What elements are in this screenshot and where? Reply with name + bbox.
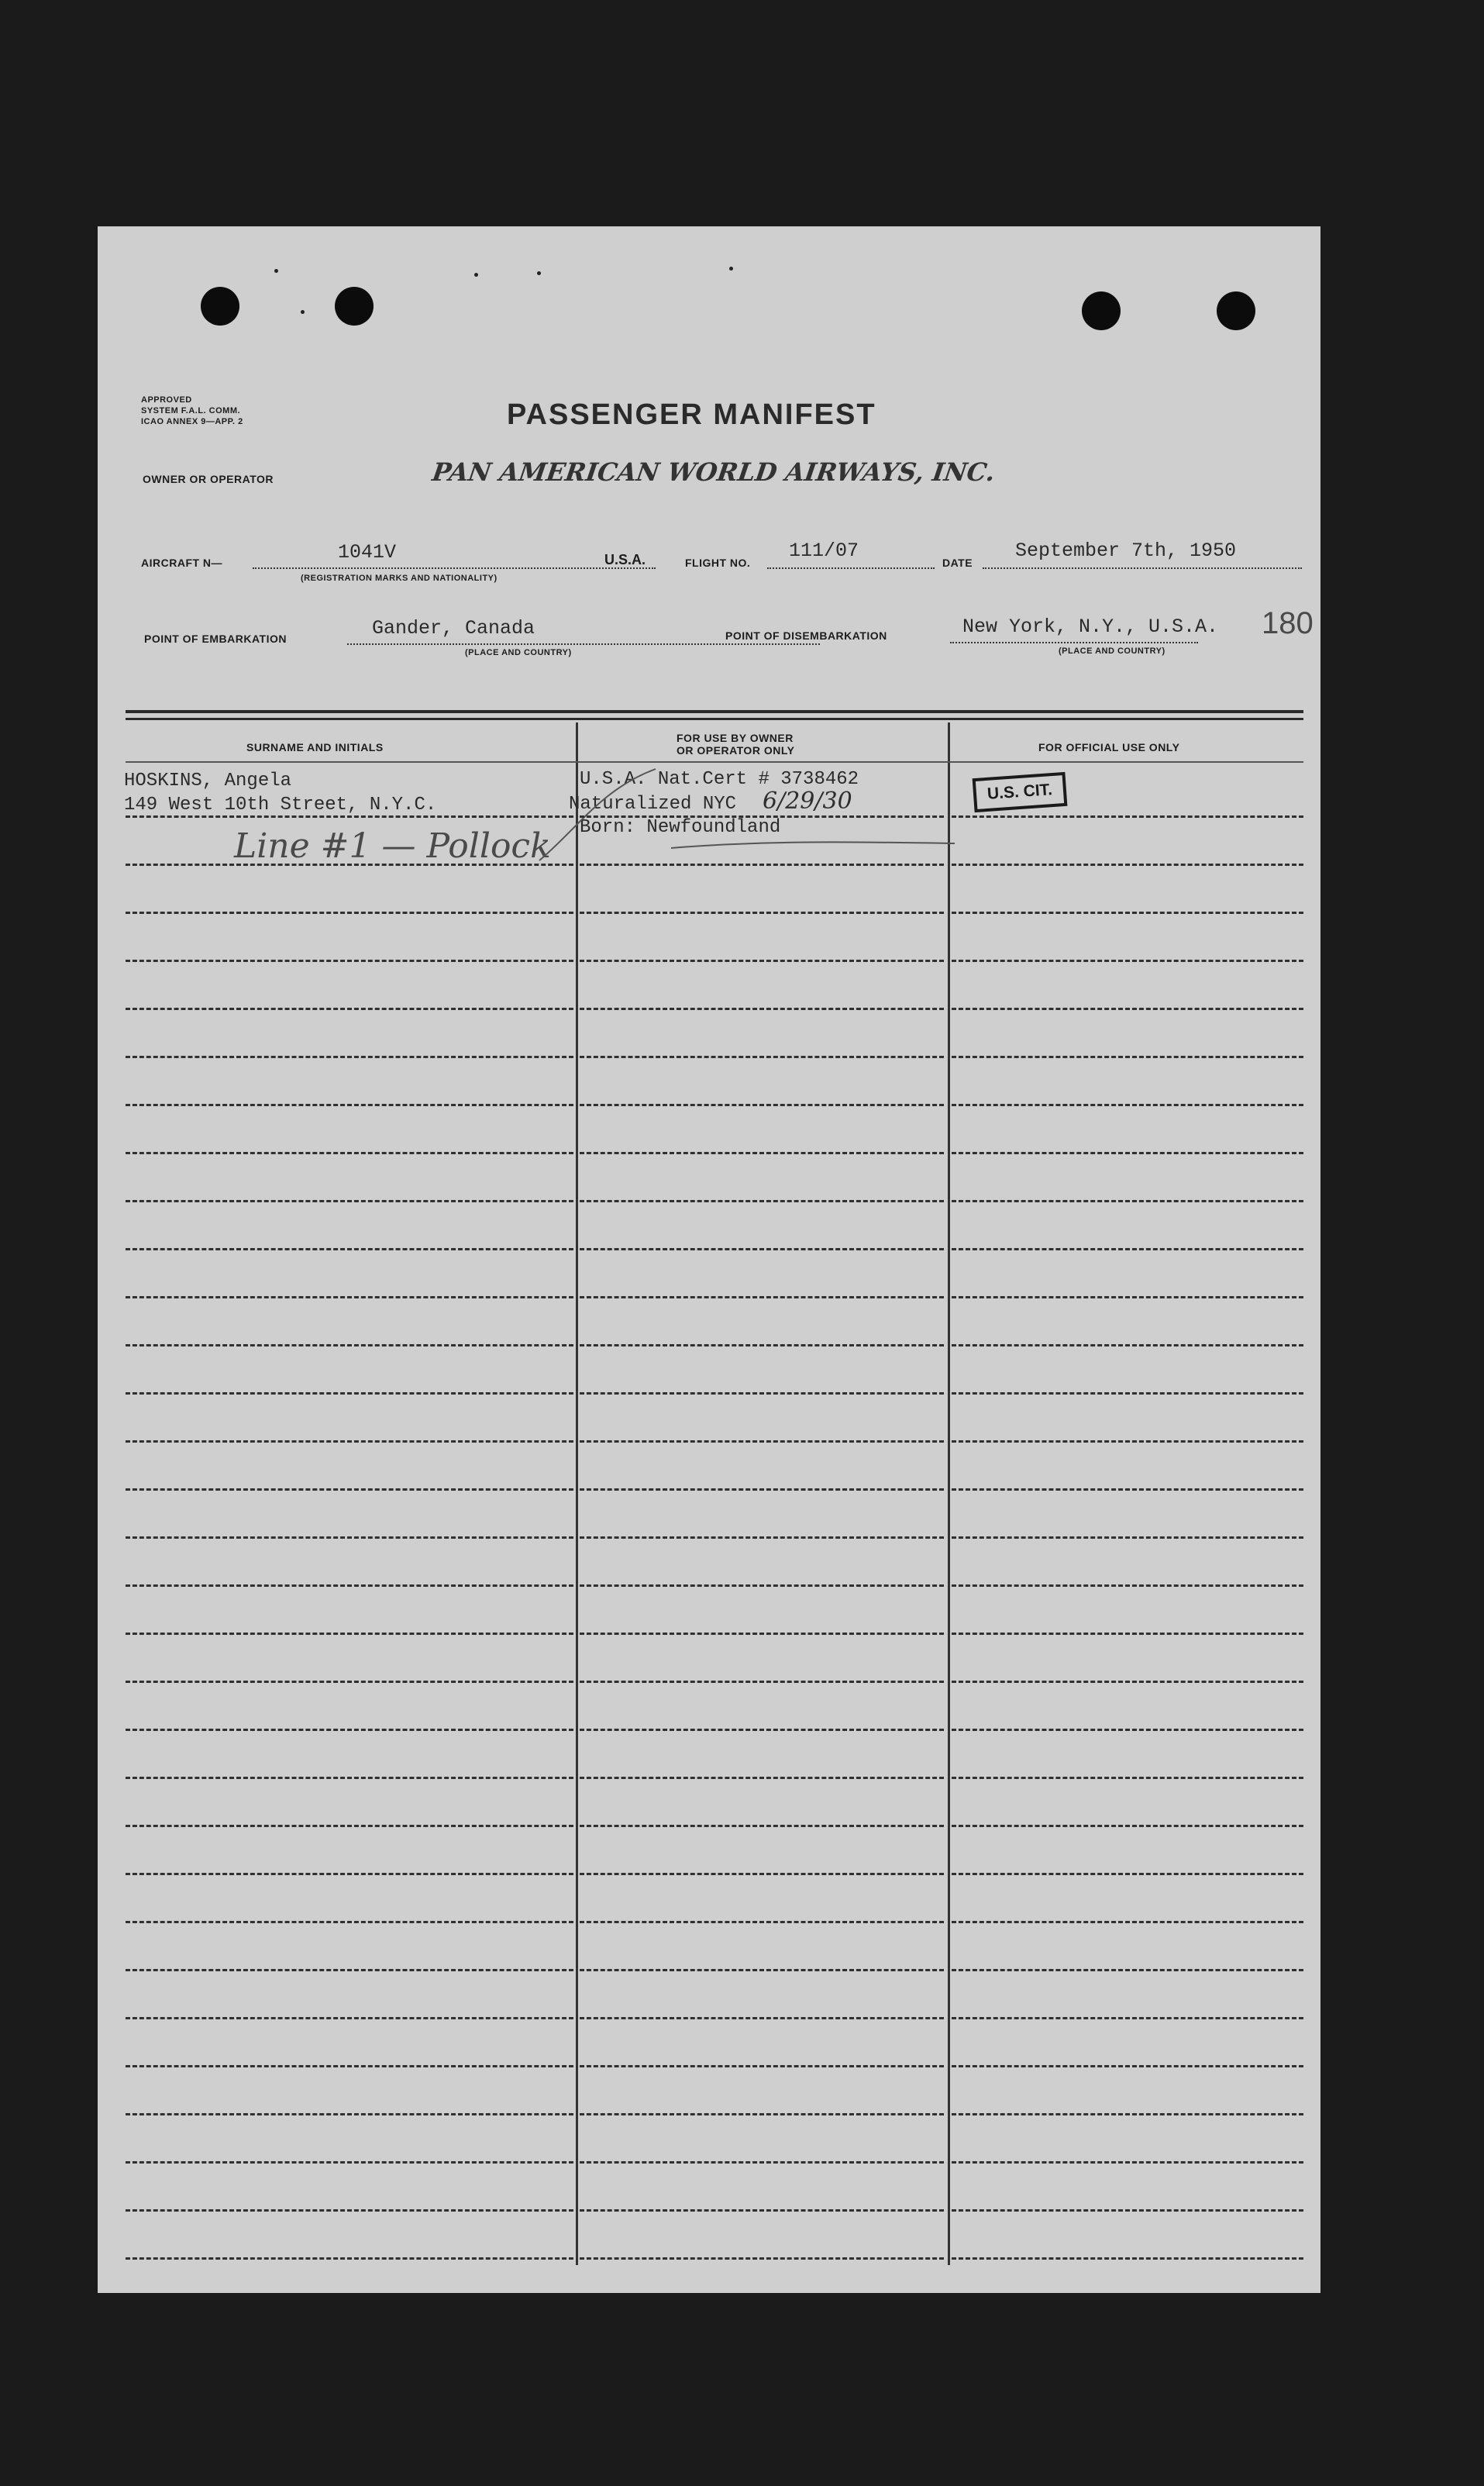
row-line [126,1536,573,1539]
page-number: 180 [1262,606,1314,640]
naturalized-line: Naturalized NYC [569,794,737,815]
row-line [580,1248,944,1250]
row-line [580,1729,944,1731]
row-line [580,960,944,962]
row-line [580,2113,944,2115]
date-label: DATE [942,557,973,569]
flight-underline [767,567,935,569]
embarkation-underline [347,643,820,645]
punch-hole-right-1 [1082,291,1121,330]
row-line [580,815,944,818]
row-line [580,1873,944,1875]
column-divider-1 [576,722,578,2265]
row-line [126,1873,573,1875]
row-line [126,1921,573,1923]
country-label: U.S.A. [604,552,646,567]
row-line [952,1440,1303,1443]
column-header-surname: SURNAME AND INITIALS [246,741,384,753]
row-line [580,2209,944,2212]
row-line [126,1248,573,1250]
row-line [580,2065,944,2067]
disembarkation-underline [950,642,1198,643]
manifest-sheet [98,226,1320,2293]
paper-speck [301,310,305,314]
row-line [580,1296,944,1298]
row-line [126,1200,573,1202]
column-header-official: FOR OFFICIAL USE ONLY [1038,741,1180,753]
flight-value: 111/07 [789,540,859,562]
row-line [580,1825,944,1827]
row-line [126,912,573,914]
column-header-owner-line-2: OR OPERATOR ONLY [677,744,795,757]
aircraft-underline [253,567,656,569]
row-line [580,2017,944,2019]
row-line [580,1152,944,1154]
row-line [952,1584,1303,1587]
row-line [580,1056,944,1058]
row-line [580,1633,944,1635]
row-line [952,1921,1303,1923]
row-line [952,1248,1303,1250]
row-line [952,1344,1303,1346]
born-line: Born: Newfoundland [580,817,781,838]
paper-speck [474,273,478,277]
row-line [580,2257,944,2260]
row-line [580,1969,944,1971]
row-line [952,1296,1303,1298]
row-line [126,2161,573,2164]
row-line [126,1825,573,1827]
row-line [126,815,573,818]
row-line [952,2065,1303,2067]
disembarkation-sublabel: (PLACE AND COUNTRY) [1059,646,1166,656]
header-rule-bottom [126,718,1303,720]
approval-line-1: APPROVED [141,395,192,405]
row-line [126,1969,573,1971]
row-line [952,912,1303,914]
row-line [580,912,944,914]
row-line [952,1536,1303,1539]
row-line [126,2017,573,2019]
embarkation-value: Gander, Canada [372,617,535,640]
row-line [580,1344,944,1346]
row-line [126,1152,573,1154]
row-line [126,1681,573,1683]
row-line [126,2065,573,2067]
punch-hole-left-2 [335,287,374,326]
row-line [126,1440,573,1443]
handwritten-note: Line #1 — Pollock [234,826,551,866]
row-line [580,1104,944,1106]
owner-label: OWNER OR OPERATOR [143,473,274,485]
embarkation-label: POINT OF EMBARKATION [144,633,287,645]
us-citizen-stamp: U.S. CIT. [973,772,1068,812]
row-line [126,1104,573,1106]
row-line [952,1488,1303,1491]
date-value: September 7th, 1950 [1015,540,1237,562]
row-line [952,1681,1303,1683]
row-line [580,1440,944,1443]
row-line [126,2257,573,2260]
row-line [952,815,1303,818]
embarkation-sublabel: (PLACE AND COUNTRY) [465,648,572,657]
row-line [126,1296,573,1298]
row-line [126,2113,573,2115]
row-line [126,864,573,866]
passenger-name: HOSKINS, Angela [124,771,292,791]
flight-label: FLIGHT NO. [685,557,751,569]
row-line [126,1056,573,1058]
column-header-owner-line-1: FOR USE BY OWNER [677,732,794,744]
row-line [126,1392,573,1395]
row-line [126,1344,573,1346]
naturalized-date: 6/29/30 [763,788,852,815]
aircraft-label: AIRCRAFT N— [141,557,223,569]
row-line [952,1008,1303,1010]
row-line [952,1104,1303,1106]
punch-hole-left-1 [201,287,239,326]
handwriting-stroke [532,758,966,867]
aircraft-sublabel: (REGISTRATION MARKS AND NATIONALITY) [301,574,498,583]
row-line [580,1200,944,1202]
row-line [952,1777,1303,1779]
row-line [952,1969,1303,1971]
row-line [580,1488,944,1491]
row-line [952,1825,1303,1827]
row-line [952,1729,1303,1731]
row-line [952,960,1303,962]
column-divider-2 [948,722,950,2265]
row-line [126,1633,573,1635]
row-line [952,2257,1303,2260]
passenger-address: 149 West 10th Street, N.Y.C. [124,795,437,815]
punch-hole-right-2 [1217,291,1255,330]
row-line [952,1392,1303,1395]
row-line [580,1584,944,1587]
header-rule-top [126,710,1303,713]
disembarkation-label: POINT OF DISEMBARKATION [725,629,887,642]
row-line [952,2209,1303,2212]
row-line [952,2113,1303,2115]
row-line [580,1536,944,1539]
approval-line-3: ICAO ANNEX 9—APP. 2 [141,417,243,426]
row-line [580,1681,944,1683]
row-line [126,960,573,962]
form-title: PASSENGER MANIFEST [507,398,876,431]
nat-cert-line: U.S.A. Nat.Cert # 3738462 [580,769,859,790]
paper-speck [537,271,541,275]
row-line [580,2161,944,2164]
row-line [952,1633,1303,1635]
operator-name: PAN AMERICAN WORLD AIRWAYS, INC. [430,457,997,487]
row-line [580,1008,944,1010]
row-line [952,1200,1303,1202]
row-line [580,864,944,866]
row-line [952,1873,1303,1875]
row-line [580,1777,944,1779]
row-line [126,1488,573,1491]
approval-line-2: SYSTEM F.A.L. COMM. [141,406,241,415]
row-line [580,1392,944,1395]
row-line [126,1729,573,1731]
row-line [952,1056,1303,1058]
paper-speck [274,269,278,273]
disembarkation-value: New York, N.Y., U.S.A. [962,615,1219,638]
row-line [126,2209,573,2212]
row-line [580,1921,944,1923]
row-line [952,2161,1303,2164]
row-line [952,864,1303,866]
paper-speck [729,267,733,271]
row-line [126,1584,573,1587]
row-line [126,1008,573,1010]
row-line [952,1152,1303,1154]
date-underline [983,567,1302,569]
row-line [126,1777,573,1779]
aircraft-value: 1041V [338,541,397,564]
row-line [952,2017,1303,2019]
